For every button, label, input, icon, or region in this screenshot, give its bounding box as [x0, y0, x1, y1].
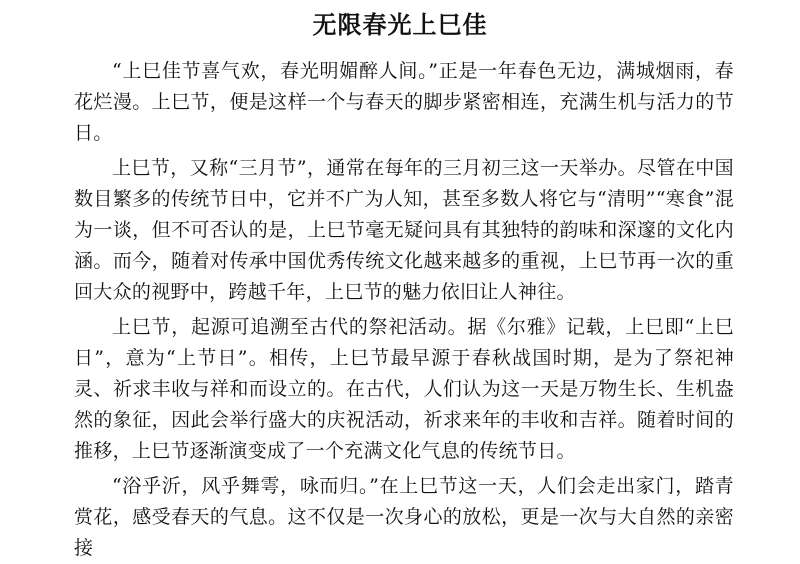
- document-body: [74, 56, 734, 564]
- paragraph-4: “浴乎沂，风乎舞雩，咏而归。”在上巳节这一天，人们会走出家门，踏青赏花，感受春天的气息。这不仅是一次身心的放松，更是一次与大自然的亲密接: [74, 475, 734, 559]
- paragraph-3: 上巳节，起源可追溯至古代的祭祀活动。据《尔雅》记载，上巳即“上巳日”，意为“上节日”。相传，上巳节最早源于春秋战国时期，是为了祭祀神灵、祈求丰收与祥和而设立的。在古代，人们认为这一天是万物生长、生机盎然的象征，因此会举行盛大的庆祝活动，祈求来年的丰收和吉祥。随着时间的推移，上巳节逐渐演变成了一个充满文化气息的传统节日。: [74, 316, 734, 462]
- document-title: 无限春光上巳佳: [312, 11, 488, 39]
- paragraph-1: “上巳佳节喜气欢，春光明媚醉人间。”正是一年春色无边，满城烟雨，春花烂漫。上巳节，便是这样一个与春天的脚步紧密相连，充满生机与活力的节日。: [74, 60, 734, 144]
- paragraph-2: 上巳节，又称“三月节”，通常在每年的三月初三这一天举办。尽管在中国数目繁多的传统节日中，它并不广为人知，甚至多数人将它与“清明”“寒食”混为一谈，但不可否认的是，上巳节毫无疑问具有其独特的韵味和深邃的文化内涵。而今，随着对传承中国优秀传统文化越来越多的重视，上巳节再一次的重回大众的视野中，跨越千年，上巳节的魅力依旧让人神往。: [74, 157, 734, 303]
